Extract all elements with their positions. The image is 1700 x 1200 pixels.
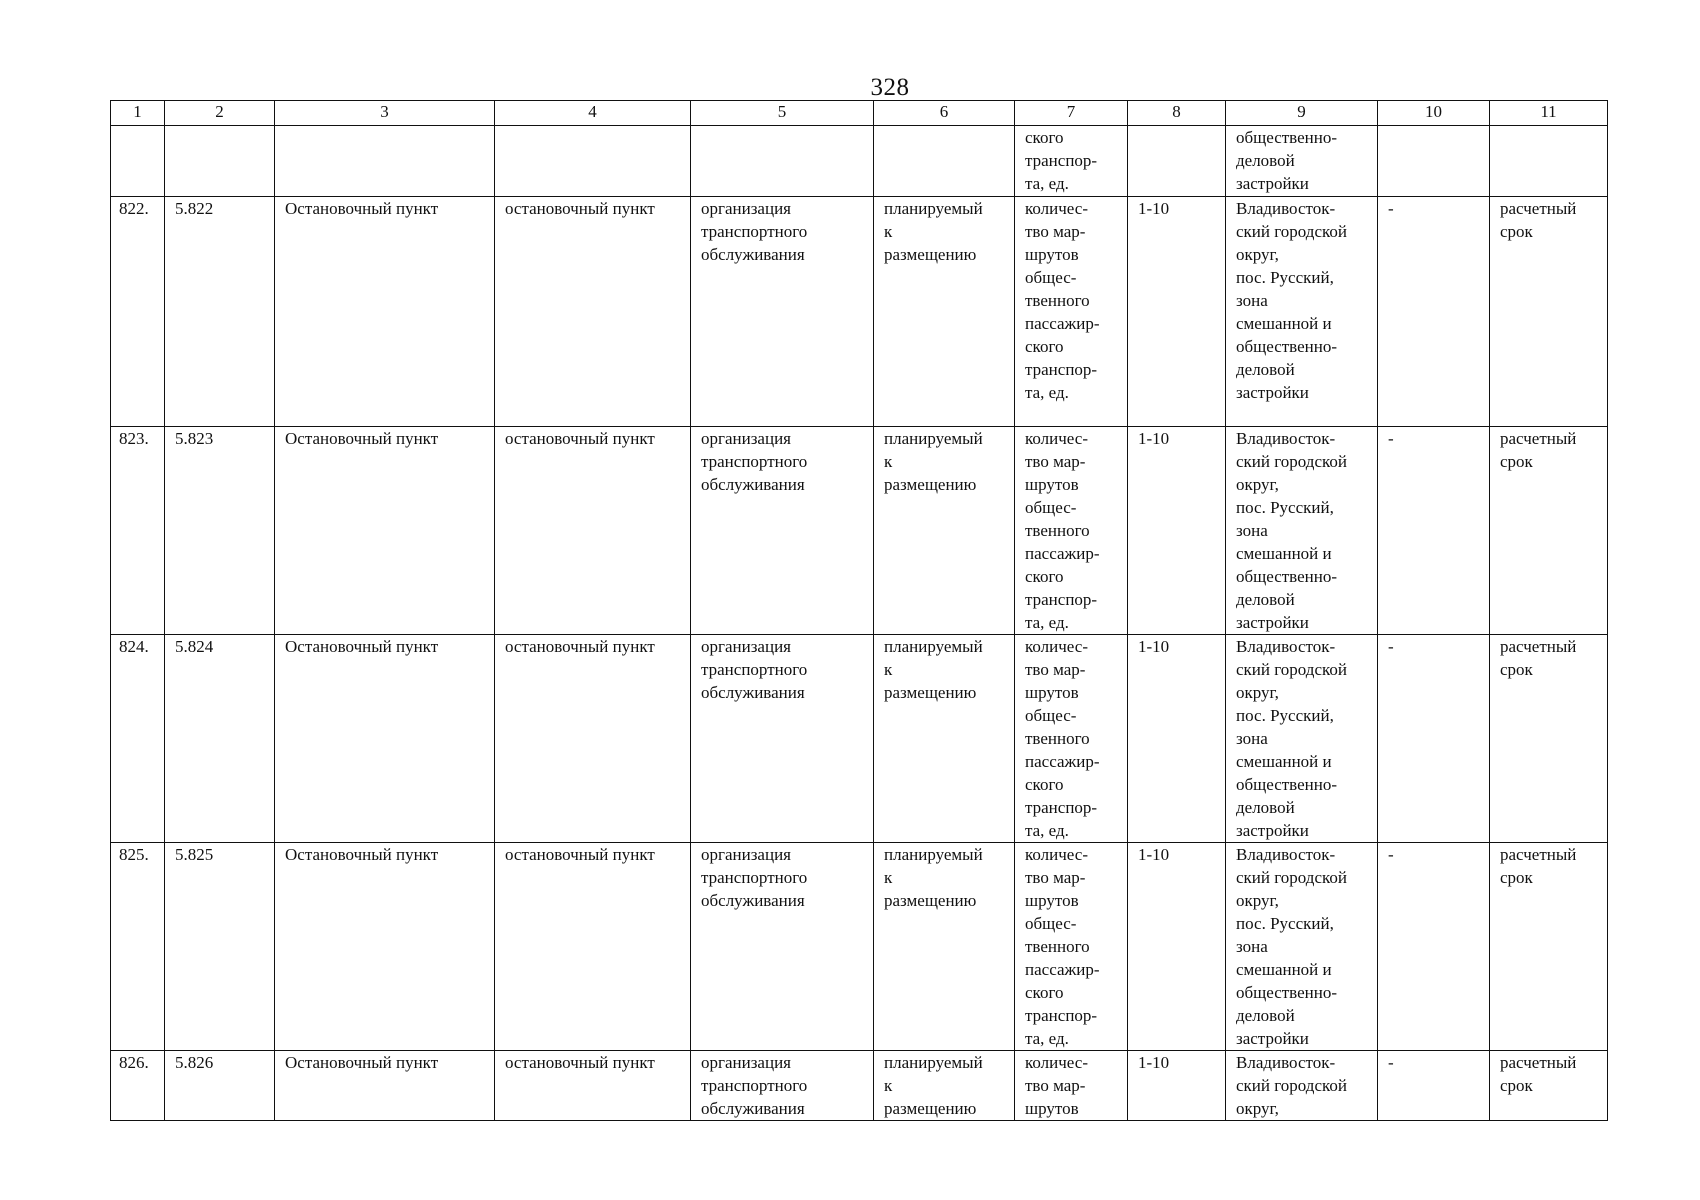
column-header: 1 [111,101,165,126]
term-cell: расчетный срок [1490,843,1608,1051]
object-purpose: организация транспортного обслуживания [691,1051,874,1121]
column-number-row [111,101,1608,126]
table-row [111,427,1608,635]
location-cell: Владивосток- ский городской округ, пос. Русский, зона смешанной и общественно- деловой застройки [1226,843,1378,1051]
column-header: 6 [874,101,1015,126]
indicator-cell: количес- тво мар- шрутов [1015,1051,1128,1121]
table-row [111,1051,1608,1121]
object-code: 5.824 [165,635,275,843]
indicator-value: 1-10 [1128,427,1226,635]
column-header: 7 [1015,101,1128,126]
zone-cell: - [1378,843,1490,1051]
term-cell: расчетный срок [1490,635,1608,843]
object-code: 5.826 [165,1051,275,1121]
table-row [111,197,1608,427]
column-header: 5 [691,101,874,126]
column-header: 4 [495,101,691,126]
location-cell: Владивосток- ский городской округ, пос. Русский, зона смешанной и общественно- деловой застройки [1226,635,1378,843]
indicator-value: 1-10 [1128,635,1226,843]
object-name: Остановочный пункт [275,843,495,1051]
indicator-value: 1-10 [1128,1051,1226,1121]
object-name: Остановочный пункт [275,197,495,427]
indicator-cell: ского транспор- та, ед. [1015,126,1128,197]
zone-cell: - [1378,635,1490,843]
indicator-cell: количес- тво мар- шрутов общес- твенного пассажир- ского транспор- та, ед. [1015,635,1128,843]
row-number: 823. [111,427,165,635]
location-cell: Владивосток- ский городской округ, пос. Русский, зона смешанной и общественно- деловой застройки [1226,427,1378,635]
object-code: 5.825 [165,843,275,1051]
planning-table [110,100,1608,1121]
zone-cell: - [1378,1051,1490,1121]
column-header: 2 [165,101,275,126]
indicator-cell: количес- тво мар- шрутов общес- твенного пассажир- ского транспор- та, ед. [1015,427,1128,635]
indicator-cell: количес- тво мар- шрутов общес- твенного пассажир- ского транспор- та, ед. [1015,197,1128,427]
term-cell: расчетный срок [1490,1051,1608,1121]
column-header: 11 [1490,101,1608,126]
indicator-cell: количес- тво мар- шрутов общес- твенного пассажир- ского транспор- та, ед. [1015,843,1128,1051]
page-number: 328 [870,74,910,101]
zone-cell: - [1378,427,1490,635]
object-purpose: организация транспортного обслуживания [691,843,874,1051]
object-status: планируемый к размещению [874,427,1015,635]
object-type: остановочный пункт [495,843,691,1051]
object-type: остановочный пункт [495,1051,691,1121]
column-header: 9 [1226,101,1378,126]
column-header: 3 [275,101,495,126]
indicator-value: 1-10 [1128,843,1226,1051]
object-type: остановочный пункт [495,427,691,635]
object-status: планируемый к размещению [874,843,1015,1051]
row-number: 825. [111,843,165,1051]
object-status: планируемый к размещению [874,635,1015,843]
object-purpose: организация транспортного обслуживания [691,427,874,635]
row-number: 826. [111,1051,165,1121]
object-code: 5.823 [165,427,275,635]
object-code: 5.822 [165,197,275,427]
location-cell: Владивосток- ский городской округ, [1226,1051,1378,1121]
object-type: остановочный пункт [495,197,691,427]
object-status: планируемый к размещению [874,197,1015,427]
term-cell: расчетный срок [1490,427,1608,635]
object-type: остановочный пункт [495,635,691,843]
column-header: 8 [1128,101,1226,126]
column-header: 10 [1378,101,1490,126]
zone-cell: - [1378,197,1490,427]
row-number: 824. [111,635,165,843]
term-cell: расчетный срок [1490,197,1608,427]
object-purpose: организация транспортного обслуживания [691,635,874,843]
object-name: Остановочный пункт [275,427,495,635]
table-row [111,635,1608,843]
object-name: Остановочный пункт [275,635,495,843]
table-row [111,843,1608,1051]
location-cell: Владивосток- ский городской округ, пос. Русский, зона смешанной и общественно- деловой застройки [1226,197,1378,427]
row-number: 822. [111,197,165,427]
continuation-row [111,126,1608,197]
object-purpose: организация транспортного обслуживания [691,197,874,427]
object-status: планируемый к размещению [874,1051,1015,1121]
location-cell: общественно- деловой застройки [1226,126,1378,197]
indicator-value: 1-10 [1128,197,1226,427]
object-name: Остановочный пункт [275,1051,495,1121]
